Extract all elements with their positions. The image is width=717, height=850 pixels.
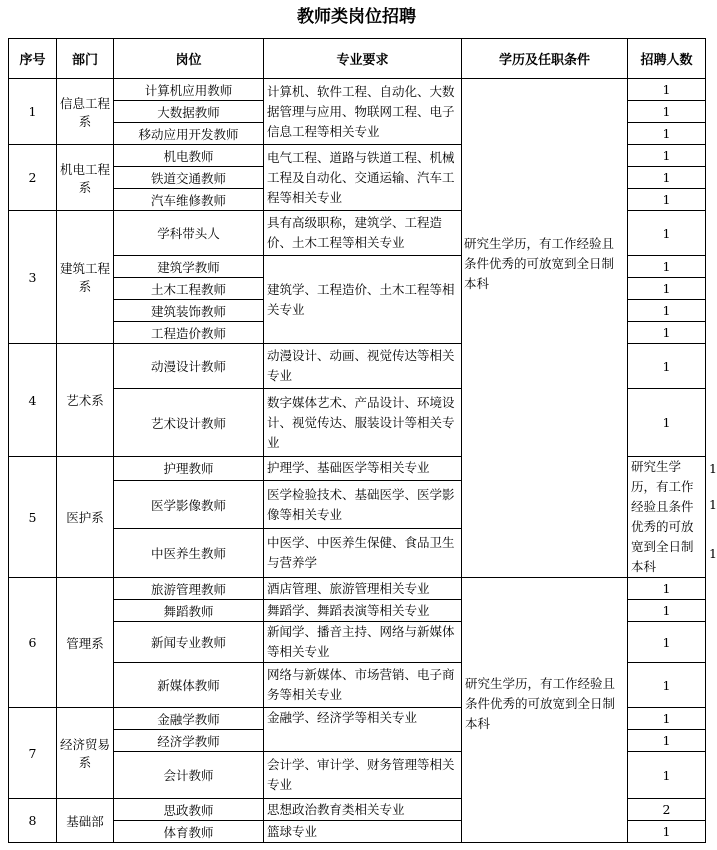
dept-name: 建筑工程系	[57, 211, 114, 344]
major-requirement: 建筑学、工程造价、土木工程等相关专业	[264, 256, 462, 344]
dept-number: 3	[9, 211, 57, 344]
headcount: 1	[628, 752, 706, 799]
position-name: 汽车维修教师	[114, 189, 264, 211]
headcount: 1	[628, 167, 706, 189]
headcount: 2	[628, 799, 706, 821]
position-name: 建筑学教师	[114, 256, 264, 278]
qualification: 研究生学历，有工作经验且条件优秀的可放宽到全日制本科	[628, 457, 706, 578]
major-requirement: 计算机、软件工程、自动化、大数据管理与应用、物联网工程、电子信息工程等相关专业	[264, 79, 462, 145]
header-cell: 岗位	[114, 39, 264, 79]
table-row: 中医养生教师 中医学、中医养生保健、食品卫生与营养学 1	[9, 529, 706, 578]
headcount: 1	[628, 730, 706, 752]
headcount: 1	[628, 278, 706, 300]
table-row	[9, 79, 706, 101]
dept-number: 2	[9, 145, 57, 211]
position-name: 大数据教师	[114, 101, 264, 123]
position-name: 会计教师	[114, 752, 264, 799]
dept-number: 8	[9, 799, 57, 843]
major-requirement: 护理学、基础医学等相关专业	[264, 457, 462, 481]
major-requirement: 新闻学、播音主持、网络与新媒体等相关专业	[264, 622, 462, 663]
header-row	[9, 39, 706, 79]
qualification-overlay: 研究生学历，有工作经验且条件优秀的可放宽到全日制本科	[464, 236, 615, 291]
headcount: 1	[628, 578, 706, 600]
dept-name: 基础部	[57, 799, 114, 843]
position-name: 新闻专业教师	[114, 622, 264, 663]
major-requirement: 金融学、经济学等相关专业	[264, 708, 462, 752]
header-cell: 部门	[57, 39, 114, 79]
dept-name: 艺术系	[57, 344, 114, 457]
headcount: 1	[628, 600, 706, 622]
headcount: 1	[628, 344, 706, 389]
dept-number: 5	[9, 457, 57, 578]
dept-name: 信息工程系	[57, 79, 114, 145]
position-name: 动漫设计教师	[114, 344, 264, 389]
headcount: 1	[628, 322, 706, 344]
dept-number: 7	[9, 708, 57, 799]
position-name: 计算机应用教师	[114, 79, 264, 101]
headcount: 1	[628, 821, 706, 843]
qualification	[462, 578, 628, 843]
header-cell: 序号	[9, 39, 57, 79]
position-name: 机电教师	[114, 145, 264, 167]
major-requirement: 中医学、中医养生保健、食品卫生与营养学	[264, 529, 462, 578]
table-row: 医学影像教师 医学检验技术、基础医学、医学影像等相关专业 1	[9, 480, 706, 529]
position-name: 金融学教师	[114, 708, 264, 730]
position-name: 艺术设计教师	[114, 389, 264, 457]
headcount: 1	[628, 389, 706, 457]
qualification-text: 研究生学历，有工作经验且条件优秀的可放宽到全日制本科	[465, 676, 616, 731]
position-name: 思政教师	[114, 799, 264, 821]
position-name: 铁道交通教师	[114, 167, 264, 189]
header-cell: 专业要求	[264, 39, 462, 79]
headcount: 1	[628, 79, 706, 101]
page-title: 教师类岗位招聘	[297, 7, 416, 27]
headcount: 1	[628, 663, 706, 708]
recruitment-table	[8, 38, 717, 843]
header-cell: 学历及任职条件	[462, 39, 628, 79]
position-name: 工程造价教师	[114, 322, 264, 344]
headcount: 1	[628, 101, 706, 123]
headcount: 1	[628, 211, 706, 256]
position-name: 舞蹈教师	[114, 600, 264, 622]
major-requirement: 电气工程、道路与铁道工程、机械工程及自动化、交通运输、汽车工程等相关专业	[264, 145, 462, 211]
major-requirement: 思想政治教育类相关专业	[264, 799, 462, 821]
headcount: 1	[628, 622, 706, 663]
major-requirement: 网络与新媒体、市场营销、电子商务等相关专业	[264, 663, 462, 708]
dept-name: 机电工程系	[57, 145, 114, 211]
position-name: 土木工程教师	[114, 278, 264, 300]
dept-number: 4	[9, 344, 57, 457]
major-requirement: 舞蹈学、舞蹈表演等相关专业	[264, 600, 462, 622]
major-requirement: 酒店管理、旅游管理相关专业	[264, 578, 462, 600]
dept-name: 经济贸易系	[57, 708, 114, 799]
headcount: 1	[628, 189, 706, 211]
major-requirement: 篮球专业	[264, 821, 462, 843]
dept-number: 6	[9, 578, 57, 708]
dept-name: 管理系	[57, 578, 114, 708]
position-name: 经济学教师	[114, 730, 264, 752]
headcount: 1	[628, 145, 706, 167]
position-name: 中医养生教师	[114, 529, 264, 578]
dept-number: 1	[9, 79, 57, 145]
position-name: 医学影像教师	[114, 480, 264, 529]
dept-name: 医护系	[57, 457, 114, 578]
major-requirement: 具有高级职称，建筑学、工程造价、土木工程等相关专业	[264, 211, 462, 256]
major-requirement: 会计学、审计学、财务管理等相关专业	[264, 752, 462, 799]
headcount: 1	[628, 708, 706, 730]
position-name: 移动应用开发教师	[114, 123, 264, 145]
major-requirement: 医学检验技术、基础医学、医学影像等相关专业	[264, 480, 462, 529]
position-name: 体育教师	[114, 821, 264, 843]
position-name: 学科带头人	[114, 211, 264, 256]
position-name: 建筑装饰教师	[114, 300, 264, 322]
major-requirement: 数字媒体艺术、产品设计、环境设计、视觉传达、服装设计等相关专业	[264, 389, 462, 457]
position-name: 新媒体教师	[114, 663, 264, 708]
headcount: 1	[628, 300, 706, 322]
header-cell: 招聘人数	[628, 39, 706, 79]
position-name: 旅游管理教师	[114, 578, 264, 600]
table-row	[9, 578, 706, 600]
table-row: 5 医护系 护理教师 护理学、基础医学等相关专业 研究生学历，有工作经验且条件优秀的可放宽到全日制本科 1	[9, 457, 706, 481]
headcount: 1	[628, 256, 706, 278]
headcount: 1	[628, 123, 706, 145]
major-requirement: 动漫设计、动画、视觉传达等相关专业	[264, 344, 462, 389]
position-name: 护理教师	[114, 457, 264, 481]
qualification-blank	[462, 79, 628, 578]
